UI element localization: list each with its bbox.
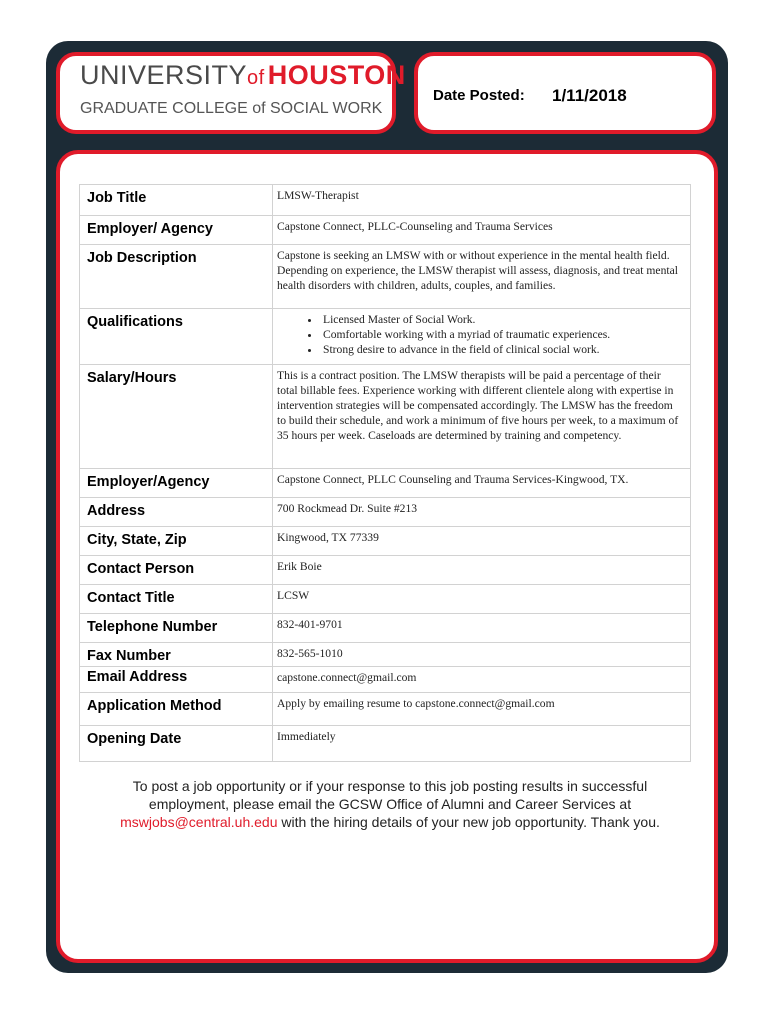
qualification-item: • Comfortable working with a myriad of traumatic experiences. bbox=[321, 327, 684, 342]
label-application-method: Application Method bbox=[80, 693, 273, 726]
value-opening-date: Immediately bbox=[273, 726, 691, 762]
label-telephone: Telephone Number bbox=[80, 614, 273, 643]
row-job-description bbox=[80, 245, 691, 309]
qualification-item: • Licensed Master of Social Work. bbox=[321, 312, 684, 327]
value-contact-person: Erik Boie bbox=[273, 556, 691, 585]
row-contact-title bbox=[80, 585, 691, 614]
qualification-item: • Strong desire to advance in the field of clinical social work. bbox=[321, 342, 684, 357]
row-telephone bbox=[80, 614, 691, 643]
value-email: capstone.connect@gmail.com bbox=[273, 667, 691, 693]
logo-university-word: UNIVERSITY bbox=[80, 60, 248, 90]
value-city-state-zip: Kingwood, TX 77339 bbox=[273, 527, 691, 556]
college-name: GRADUATE COLLEGE of SOCIAL WORK bbox=[80, 100, 383, 117]
row-employer-agency bbox=[80, 469, 691, 498]
row-qualifications bbox=[80, 309, 691, 365]
row-address bbox=[80, 498, 691, 527]
date-posted-value: 1/11/2018 bbox=[552, 86, 627, 105]
label-qualifications: Qualifications bbox=[80, 309, 273, 365]
value-contact-title: LCSW bbox=[273, 585, 691, 614]
logo-of-word: of bbox=[247, 67, 265, 89]
row-salary-hours bbox=[80, 365, 691, 469]
job-details-table bbox=[79, 184, 691, 762]
value-address: 700 Rockmead Dr. Suite #213 bbox=[273, 498, 691, 527]
label-address: Address bbox=[80, 498, 273, 527]
label-contact-title: Contact Title bbox=[80, 585, 273, 614]
label-contact-person: Contact Person bbox=[80, 556, 273, 585]
logo-houston-word: HOUSTON bbox=[267, 60, 406, 90]
label-city-state-zip: City, State, Zip bbox=[80, 527, 273, 556]
row-opening-date bbox=[80, 726, 691, 762]
row-fax bbox=[80, 643, 691, 667]
label-email: Email Address bbox=[80, 667, 273, 693]
row-email bbox=[80, 667, 691, 693]
row-application-method bbox=[80, 693, 691, 726]
footer-email-link[interactable]: mswjobs@central.uh.edu bbox=[120, 814, 278, 830]
date-posted-label: Date Posted: bbox=[433, 87, 525, 104]
label-opening-date: Opening Date bbox=[80, 726, 273, 762]
label-fax: Fax Number bbox=[80, 643, 273, 667]
value-salary-hours: This is a contract position. The LMSW therapists will be paid a percentage of their total billable fees. Experience working with different clientele along with expertise in intervention strategies will be compensated accordingly. The LMSW has the freedom to build their schedule, and work a minimum of five hours per week, to a maximum of 35 hours per week. Caseloads are determined by training and competency. bbox=[273, 365, 691, 469]
label-job-title: Job Title bbox=[80, 185, 273, 216]
row-employer bbox=[80, 216, 691, 245]
row-contact-person bbox=[80, 556, 691, 585]
row-city-state-zip bbox=[80, 527, 691, 556]
footer-note bbox=[100, 777, 680, 831]
value-telephone: 832-401-9701 bbox=[273, 614, 691, 643]
label-employer: Employer/ Agency bbox=[80, 216, 273, 245]
value-fax: 832-565-1010 bbox=[273, 643, 691, 667]
label-salary-hours: Salary/Hours bbox=[80, 365, 273, 469]
value-employer: Capstone Connect, PLLC-Counseling and Trauma Services bbox=[273, 216, 691, 245]
row-job-title bbox=[80, 185, 691, 216]
footer-text-after: with the hiring details of your new job opportunity. Thank you. bbox=[277, 814, 660, 830]
value-job-title: LMSW-Therapist bbox=[273, 185, 691, 216]
value-employer-agency: Capstone Connect, PLLC Counseling and Trauma Services-Kingwood, TX. bbox=[273, 469, 691, 498]
university-logo bbox=[80, 60, 406, 91]
value-application-method: Apply by emailing resume to capstone.connect@gmail.com bbox=[273, 693, 691, 726]
footer-text-before: To post a job opportunity or if your response to this job posting results in successful employment, please email the GCSW Office of Alumni and Career Services at bbox=[132, 778, 648, 812]
label-job-description: Job Description bbox=[80, 245, 273, 309]
value-job-description: Capstone is seeking an LMSW with or without experience in the mental health field. Depending on experience, the LMSW therapist will assess, diagnosis, and treat mental health disorders with children, adults, couples, and families. bbox=[273, 245, 691, 309]
value-qualifications bbox=[273, 309, 691, 365]
label-employer-agency: Employer/Agency bbox=[80, 469, 273, 498]
qualifications-list bbox=[277, 312, 684, 357]
